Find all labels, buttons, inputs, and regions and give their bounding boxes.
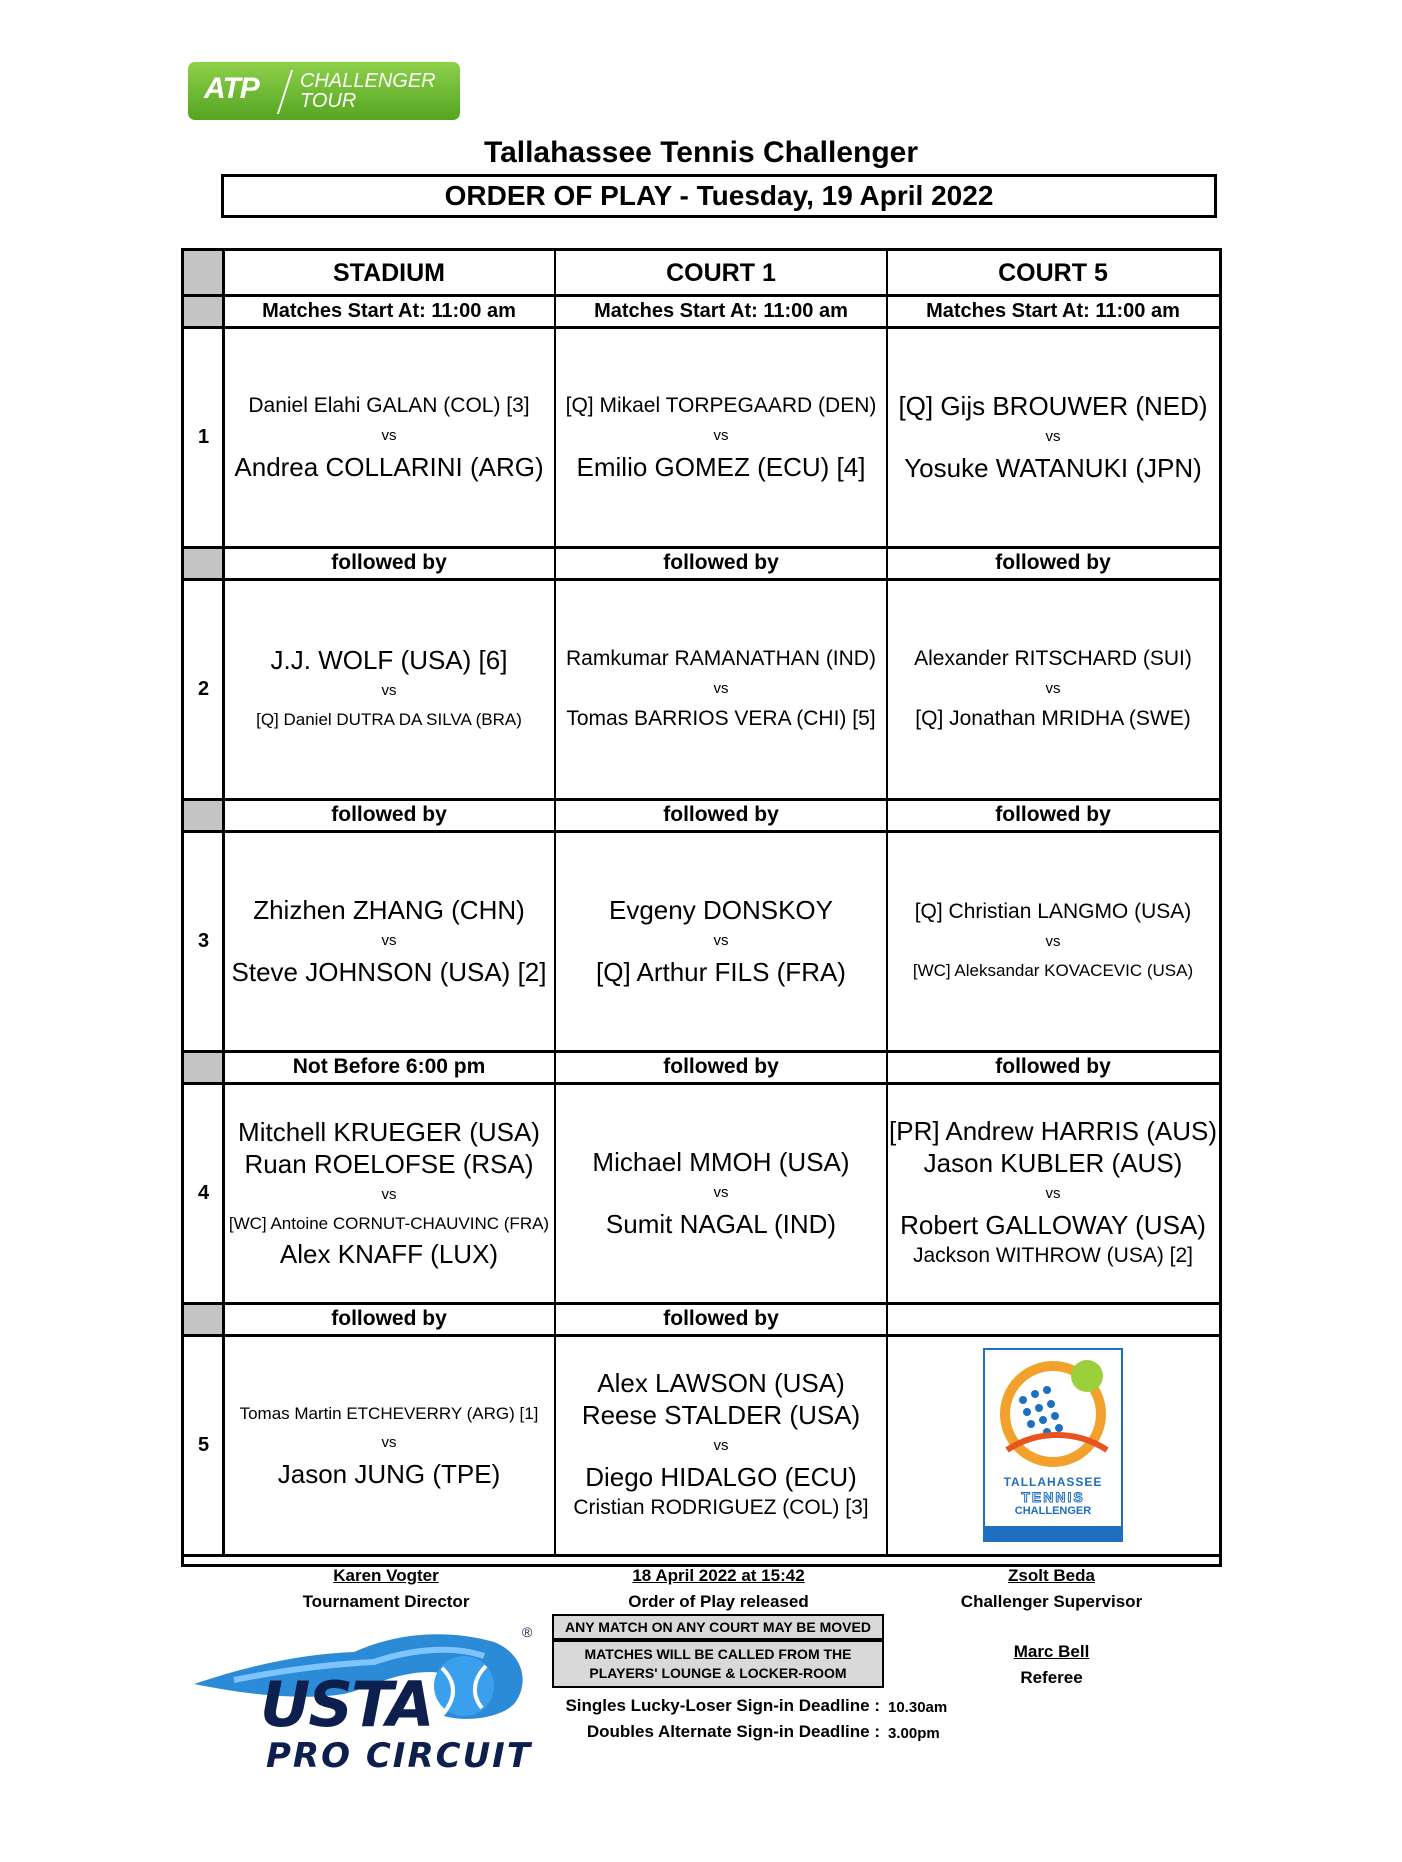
- usta-logo-sub: PRO CIRCUIT: [266, 1736, 533, 1776]
- separator-cell: [555, 547, 887, 579]
- player-name: Alex KNAFF (LUX): [279, 1239, 499, 1269]
- match-cell: [555, 1335, 887, 1555]
- player-name: Reese STALDER (USA): [581, 1400, 861, 1430]
- match-cell: [555, 327, 887, 547]
- vs-label: vs: [381, 1186, 397, 1203]
- grid-line-h: [184, 578, 1219, 581]
- match-cell: [887, 327, 1219, 547]
- order-of-play-heading: ORDER OF PLAY - Tuesday, 19 April 2022: [221, 174, 1217, 218]
- separator-cell: [223, 1303, 555, 1335]
- vs-label: vs: [1045, 680, 1061, 697]
- separator-text: Not Before 6:00 pm: [292, 1055, 486, 1078]
- notice-line-2: PLAYERS' LOUNGE & LOCKER-ROOM: [589, 1665, 847, 1681]
- player-name: [WC] Aleksandar KOVACEVIC (USA): [912, 961, 1194, 980]
- release-block: [553, 1566, 884, 1612]
- match-number: [184, 579, 223, 799]
- grid-line-v: [222, 251, 225, 1555]
- match-number: [184, 831, 223, 1051]
- notice-match-moved: ANY MATCH ON ANY COURT MAY BE MOVED: [552, 1614, 884, 1640]
- separator-cell: [887, 799, 1219, 831]
- court-start-time: [555, 295, 887, 327]
- player-name: Tomas Martin ETCHEVERRY (ARG) [1]: [239, 1404, 539, 1423]
- player-name: Emilio GOMEZ (ECU) [4]: [576, 452, 866, 482]
- player-name: Jason JUNG (TPE): [277, 1459, 501, 1489]
- match-cell: [887, 1083, 1219, 1303]
- supervisor-title: Challenger Supervisor: [960, 1592, 1143, 1611]
- vs-label: vs: [381, 427, 397, 444]
- referee-title: Referee: [1020, 1668, 1083, 1687]
- match-number-text: 5: [197, 1433, 210, 1456]
- start-time-text: Matches Start At: 11:00 am: [926, 299, 1180, 322]
- grid-line-h: [184, 1554, 1219, 1557]
- match-cell: [555, 1083, 887, 1303]
- separator-text: followed by: [663, 1055, 779, 1078]
- vs-label: vs: [713, 680, 729, 697]
- separator-text: followed by: [331, 803, 447, 826]
- tallahassee-logo-line3: CHALLENGER: [1014, 1505, 1092, 1517]
- separator-text: followed by: [331, 551, 447, 574]
- separator-text: followed by: [331, 1307, 447, 1330]
- player-name: Andrea COLLARINI (ARG): [234, 452, 544, 482]
- separator-cell: [223, 547, 555, 579]
- match-number-text: 1: [197, 425, 210, 448]
- player-name: Daniel Elahi GALAN (COL) [3]: [248, 394, 530, 417]
- usta-logo-word: USTA: [260, 1668, 433, 1741]
- match-number: [184, 1083, 223, 1303]
- separator-cell: [887, 1051, 1219, 1083]
- supervisor-block: [886, 1566, 1217, 1688]
- separator-text: followed by: [663, 803, 779, 826]
- atp-logo-divider: [277, 70, 293, 114]
- separator-text: followed by: [995, 551, 1111, 574]
- vs-label: vs: [1045, 428, 1061, 445]
- start-time-text: Matches Start At: 11:00 am: [594, 299, 848, 322]
- notice-line-1: MATCHES WILL BE CALLED FROM THE: [584, 1646, 852, 1662]
- tallahassee-logo-line1: TALLAHASSEE: [1003, 1475, 1103, 1489]
- singles-deadline-label: Singles Lucky-Loser Sign-in Deadline :: [565, 1696, 880, 1715]
- corner-cell: [184, 295, 223, 327]
- court-header: [887, 251, 1219, 295]
- separator-corner-cell: [184, 547, 223, 579]
- director-name: Karen Vogter: [333, 1566, 439, 1585]
- tallahassee-challenger-logo: [983, 1348, 1123, 1542]
- player-name: Ruan ROELOFSE (RSA): [244, 1149, 534, 1179]
- player-name: Cristian RODRIGUEZ (COL) [3]: [573, 1496, 869, 1519]
- vs-label: vs: [381, 932, 397, 949]
- match-number-text: 4: [197, 1181, 210, 1204]
- singles-deadline-value: 10.30am: [888, 1699, 948, 1716]
- vs-label: vs: [713, 1184, 729, 1201]
- vs-label: vs: [381, 682, 397, 699]
- court-header: [555, 251, 887, 295]
- director-title: Tournament Director: [302, 1592, 470, 1611]
- court-start-time: [887, 295, 1219, 327]
- court-name: STADIUM: [332, 258, 446, 287]
- match-cell: [223, 579, 555, 799]
- player-name: Jason KUBLER (AUS): [923, 1148, 1183, 1178]
- grid-line-h: [184, 1050, 1219, 1053]
- court-header: [223, 251, 555, 295]
- separator-cell: [555, 1303, 887, 1335]
- player-name: Yosuke WATANUKI (JPN): [904, 453, 1202, 483]
- notice-players-called: [552, 1640, 884, 1688]
- player-name: [Q] Arthur FILS (FRA): [596, 957, 846, 987]
- separator-corner-cell: [184, 799, 223, 831]
- match-number-text: 3: [197, 929, 210, 952]
- grid-line-h: [184, 830, 1219, 833]
- player-name: Jackson WITHROW (USA) [2]: [912, 1244, 1194, 1267]
- player-name: [Q] Jonathan MRIDHA (SWE): [915, 707, 1191, 730]
- player-name: [Q] Gijs BROUWER (NED): [898, 391, 1208, 421]
- corner-cell: [184, 251, 223, 295]
- match-number-text: 2: [197, 677, 210, 700]
- separator-corner-cell: [184, 1051, 223, 1083]
- grid-line-h: [184, 326, 1219, 329]
- player-name: J.J. WOLF (USA) [6]: [270, 645, 508, 675]
- atp-logo-word: ATP: [204, 72, 259, 105]
- match-cell: [223, 1083, 555, 1303]
- grid-line-h: [184, 1334, 1219, 1337]
- tennis-racket-graphic: [987, 1350, 1119, 1470]
- player-name: Mitchell KRUEGER (USA): [238, 1117, 540, 1147]
- player-name: Alexander RITSCHARD (SUI): [914, 647, 1192, 670]
- doubles-deadline-value: 3.00pm: [888, 1725, 940, 1742]
- tournament-title: Tallahassee Tennis Challenger: [483, 136, 919, 169]
- doubles-deadline-label: Doubles Alternate Sign-in Deadline :: [586, 1722, 880, 1741]
- match-cell: [887, 831, 1219, 1051]
- grid-line-v: [886, 251, 888, 1555]
- grid-line-h: [184, 798, 1219, 801]
- director-block: [221, 1566, 551, 1612]
- match-cell: [223, 831, 555, 1051]
- player-name: Tomas BARRIOS VERA (CHI) [5]: [566, 707, 876, 730]
- vs-label: vs: [1045, 933, 1061, 950]
- player-name: [Q] Daniel DUTRA DA SILVA (BRA): [256, 710, 522, 729]
- player-name: [Q] Mikael TORPEGAARD (DEN): [565, 394, 877, 417]
- tallahassee-logo-line2: TENNIS: [1021, 1489, 1085, 1505]
- match-number: [184, 1335, 223, 1555]
- separator-text: followed by: [663, 551, 779, 574]
- atp-logo-tour: TOUR: [300, 90, 357, 112]
- usta-logo-registered: ®: [522, 1624, 533, 1640]
- vs-label: vs: [1045, 1185, 1061, 1202]
- atp-logo-challenger: CHALLENGER: [300, 70, 436, 92]
- vs-label: vs: [713, 1437, 729, 1454]
- release-text: Order of Play released: [628, 1592, 809, 1611]
- separator-cell: [223, 1051, 555, 1083]
- match-cell: [223, 327, 555, 547]
- player-name: Zhizhen ZHANG (CHN): [253, 895, 525, 925]
- release-date: 18 April 2022 at 15:42: [632, 1566, 805, 1585]
- atp-logo-tour-text: [300, 71, 436, 111]
- player-name: Alex LAWSON (USA): [597, 1368, 845, 1398]
- tallahassee-logo-cell: [887, 1335, 1219, 1555]
- separator-cell: [555, 799, 887, 831]
- grid-line-h: [184, 294, 1219, 297]
- grid-line-v: [554, 251, 556, 1555]
- court-name: COURT 1: [666, 258, 776, 287]
- start-time-text: Matches Start At: 11:00 am: [262, 299, 516, 322]
- player-name: Sumit NAGAL (IND): [605, 1209, 837, 1239]
- player-name: [PR] Andrew HARRIS (AUS): [889, 1116, 1217, 1146]
- grid-line-h: [184, 1302, 1219, 1305]
- supervisor-name: Zsolt Beda: [1008, 1566, 1095, 1585]
- grid-line-h: [184, 546, 1219, 549]
- player-name: Ramkumar RAMANATHAN (IND): [566, 647, 876, 670]
- separator-corner-cell: [184, 1303, 223, 1335]
- separator-cell: [887, 547, 1219, 579]
- player-name: Robert GALLOWAY (USA): [900, 1210, 1206, 1240]
- player-name: Evgeny DONSKOY: [609, 895, 833, 925]
- court-start-time: [223, 295, 555, 327]
- match-cell: [887, 579, 1219, 799]
- match-cell: [555, 579, 887, 799]
- grid-line-h: [184, 1082, 1219, 1085]
- tallahassee-logo-footer-band: [985, 1526, 1121, 1540]
- court-name: COURT 5: [998, 258, 1108, 287]
- separator-cell: [223, 799, 555, 831]
- schedule-grid: [181, 248, 1222, 1567]
- separator-text: followed by: [663, 1307, 779, 1330]
- player-name: Steve JOHNSON (USA) [2]: [231, 957, 547, 987]
- atp-challenger-logo: [188, 62, 460, 120]
- separator-text: followed by: [995, 1055, 1111, 1078]
- match-cell: [223, 1335, 555, 1555]
- player-name: Michael MMOH (USA): [592, 1147, 850, 1177]
- match-number: [184, 327, 223, 547]
- referee-name: Marc Bell: [1013, 1642, 1090, 1661]
- player-name: [Q] Christian LANGMO (USA): [914, 900, 1192, 923]
- vs-label: vs: [713, 932, 729, 949]
- separator-cell: [887, 1303, 1219, 1335]
- player-name: [WC] Antoine CORNUT-CHAUVINC (FRA): [228, 1214, 550, 1233]
- vs-label: vs: [381, 1434, 397, 1451]
- usta-pro-circuit-logo: [194, 1624, 534, 1774]
- separator-text: followed by: [995, 803, 1111, 826]
- vs-label: vs: [713, 427, 729, 444]
- match-cell: [555, 831, 887, 1051]
- separator-cell: [555, 1051, 887, 1083]
- player-name: Diego HIDALGO (ECU): [585, 1462, 857, 1492]
